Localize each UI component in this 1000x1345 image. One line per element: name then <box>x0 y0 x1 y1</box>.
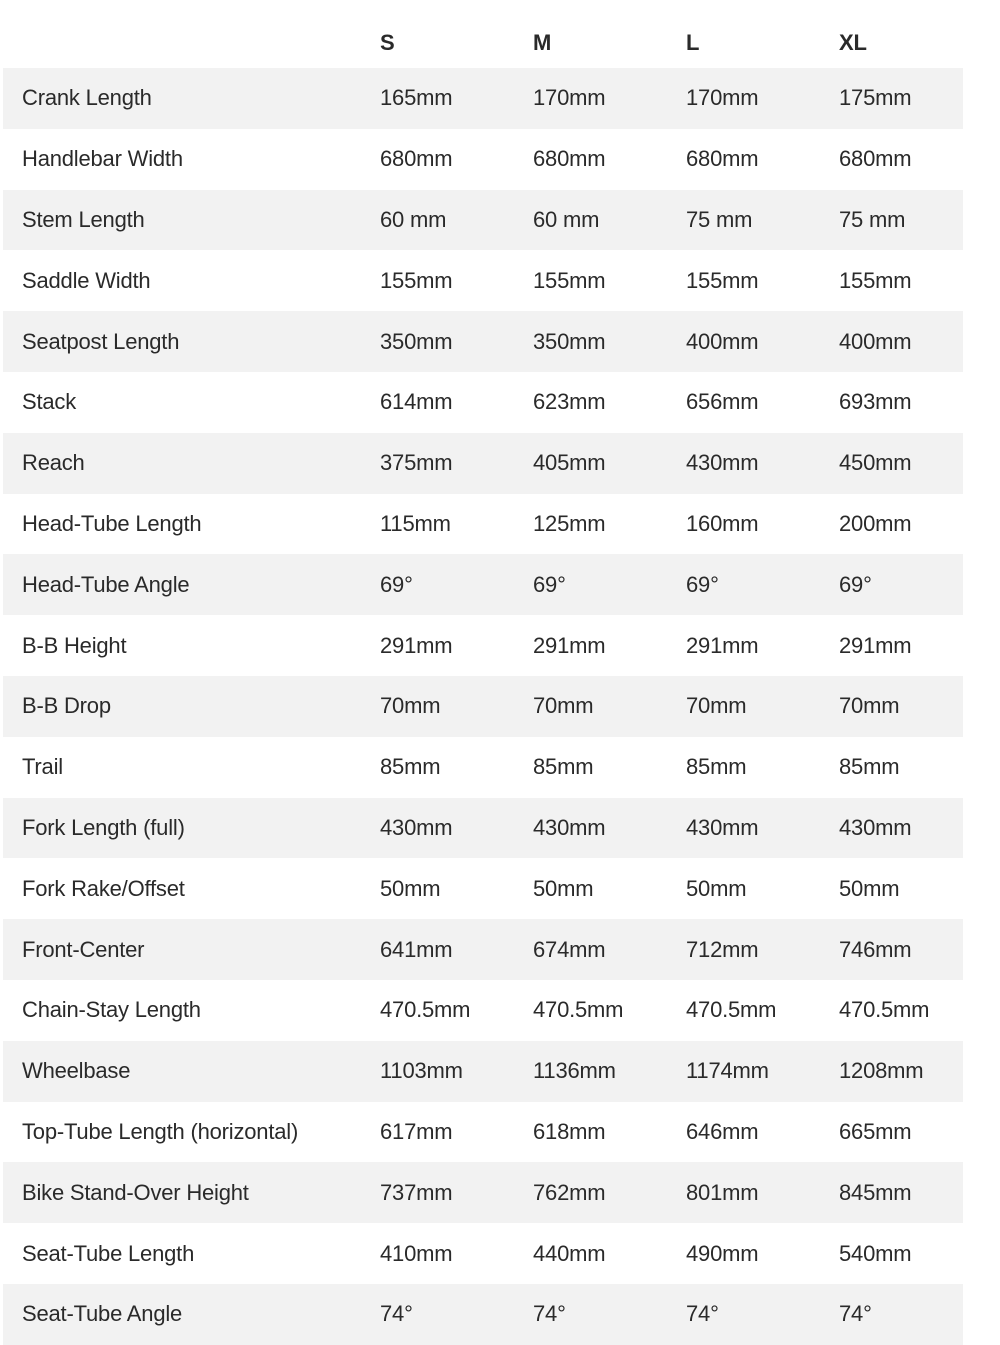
spec-value-s: 85mm <box>380 754 441 780</box>
spec-label: Head-Tube Length <box>22 510 202 536</box>
spec-value-m: 762mm <box>533 1179 606 1205</box>
spec-value-l: 85mm <box>686 754 747 780</box>
spec-value-xl: 291mm <box>839 632 912 658</box>
spec-value-l: 170mm <box>686 85 759 111</box>
spec-value-s: 641mm <box>380 936 453 962</box>
spec-value-l: 74° <box>686 1301 719 1327</box>
spec-value-xl: 1208mm <box>839 1058 924 1084</box>
spec-value-s: 60 mm <box>380 206 447 232</box>
spec-label: Top-Tube Length (horizontal) <box>22 1118 299 1144</box>
spec-row <box>3 1102 963 1163</box>
spec-value-xl: 155mm <box>839 267 912 293</box>
spec-value-l: 291mm <box>686 632 759 658</box>
spec-value-l: 490mm <box>686 1240 759 1266</box>
spec-value-xl: 175mm <box>839 85 912 111</box>
spec-value-m: 674mm <box>533 936 606 962</box>
spec-value-s: 737mm <box>380 1179 453 1205</box>
spec-value-l: 712mm <box>686 936 759 962</box>
spec-value-m: 125mm <box>533 510 606 536</box>
spec-row <box>3 372 963 433</box>
size-column-header-m: M <box>533 30 552 55</box>
spec-label: B-B Height <box>22 632 127 658</box>
spec-value-m: 618mm <box>533 1118 606 1144</box>
spec-row <box>3 858 963 919</box>
bike-geometry-table <box>3 0 963 1345</box>
spec-value-s: 614mm <box>380 389 453 415</box>
spec-value-m: 69° <box>533 571 566 597</box>
spec-value-xl: 50mm <box>839 875 900 901</box>
spec-value-m: 70mm <box>533 693 594 719</box>
spec-row <box>3 1223 963 1284</box>
spec-value-s: 70mm <box>380 693 441 719</box>
spec-value-s: 74° <box>380 1301 413 1327</box>
spec-value-l: 656mm <box>686 389 759 415</box>
spec-value-s: 680mm <box>380 146 453 172</box>
spec-value-s: 69° <box>380 571 413 597</box>
spec-value-s: 350mm <box>380 328 453 354</box>
spec-value-xl: 665mm <box>839 1118 912 1144</box>
spec-value-l: 470.5mm <box>686 997 777 1023</box>
spec-value-m: 155mm <box>533 267 606 293</box>
spec-value-l: 646mm <box>686 1118 759 1144</box>
spec-value-s: 410mm <box>380 1240 453 1266</box>
spec-value-m: 74° <box>533 1301 566 1327</box>
spec-value-s: 50mm <box>380 875 441 901</box>
spec-label: Seatpost Length <box>22 328 180 354</box>
spec-row <box>3 737 963 798</box>
spec-row <box>3 615 963 676</box>
spec-value-l: 70mm <box>686 693 747 719</box>
spec-label: B-B Drop <box>22 693 111 719</box>
spec-value-xl: 845mm <box>839 1179 912 1205</box>
spec-row <box>3 311 963 372</box>
spec-value-m: 430mm <box>533 814 606 840</box>
spec-value-s: 375mm <box>380 450 453 476</box>
spec-value-l: 69° <box>686 571 719 597</box>
spec-value-l: 155mm <box>686 267 759 293</box>
spec-row <box>3 980 963 1041</box>
spec-label: Seat-Tube Length <box>22 1240 195 1266</box>
spec-value-l: 430mm <box>686 450 759 476</box>
spec-value-m: 350mm <box>533 328 606 354</box>
spec-rows <box>3 68 963 1345</box>
spec-label: Front-Center <box>22 936 145 962</box>
spec-row <box>3 1284 963 1345</box>
spec-value-xl: 430mm <box>839 814 912 840</box>
spec-row <box>3 554 963 615</box>
spec-value-m: 60 mm <box>533 206 600 232</box>
spec-value-s: 115mm <box>380 510 451 536</box>
spec-row <box>3 250 963 311</box>
spec-value-s: 291mm <box>380 632 453 658</box>
spec-row <box>3 1162 963 1223</box>
spec-value-m: 680mm <box>533 146 606 172</box>
spec-value-l: 50mm <box>686 875 747 901</box>
spec-value-m: 1136mm <box>533 1058 616 1084</box>
spec-value-s: 155mm <box>380 267 453 293</box>
spec-value-l: 75 mm <box>686 206 753 232</box>
spec-value-xl: 693mm <box>839 389 912 415</box>
spec-value-xl: 69° <box>839 571 872 597</box>
spec-value-s: 617mm <box>380 1118 453 1144</box>
spec-row <box>3 798 963 859</box>
spec-value-m: 85mm <box>533 754 594 780</box>
spec-value-m: 405mm <box>533 450 606 476</box>
spec-value-m: 623mm <box>533 389 606 415</box>
spec-value-s: 470.5mm <box>380 997 471 1023</box>
spec-value-xl: 450mm <box>839 450 912 476</box>
spec-value-m: 170mm <box>533 85 606 111</box>
spec-row <box>3 433 963 494</box>
spec-label: Seat-Tube Angle <box>22 1301 183 1327</box>
size-header-row <box>3 0 963 68</box>
spec-value-l: 400mm <box>686 328 759 354</box>
spec-value-xl: 470.5mm <box>839 997 930 1023</box>
spec-value-l: 160mm <box>686 510 759 536</box>
spec-label: Handlebar Width <box>22 146 183 172</box>
spec-value-xl: 70mm <box>839 693 900 719</box>
spec-value-xl: 75 mm <box>839 206 906 232</box>
spec-label: Bike Stand-Over Height <box>22 1179 249 1205</box>
spec-label: Saddle Width <box>22 267 151 293</box>
size-column-header-s: S <box>380 30 395 55</box>
spec-value-s: 1103mm <box>380 1058 463 1084</box>
spec-value-xl: 200mm <box>839 510 912 536</box>
size-column-header-xl: XL <box>839 30 867 55</box>
spec-value-l: 1174mm <box>686 1058 769 1084</box>
spec-row <box>3 1041 963 1102</box>
spec-label: Stack <box>22 389 77 415</box>
spec-value-m: 470.5mm <box>533 997 624 1023</box>
spec-row <box>3 129 963 190</box>
spec-label: Chain-Stay Length <box>22 997 201 1023</box>
spec-value-s: 430mm <box>380 814 453 840</box>
spec-value-m: 50mm <box>533 875 594 901</box>
spec-row <box>3 190 963 251</box>
spec-value-xl: 85mm <box>839 754 900 780</box>
spec-label: Fork Length (full) <box>22 814 185 840</box>
spec-value-s: 165mm <box>380 85 453 111</box>
spec-value-xl: 400mm <box>839 328 912 354</box>
spec-value-xl: 74° <box>839 1301 872 1327</box>
spec-value-m: 291mm <box>533 632 606 658</box>
spec-label: Stem Length <box>22 206 145 232</box>
size-column-header-l: L <box>686 30 700 55</box>
spec-row <box>3 494 963 555</box>
spec-label: Fork Rake/Offset <box>22 875 185 901</box>
spec-value-xl: 540mm <box>839 1240 912 1266</box>
spec-value-xl: 680mm <box>839 146 912 172</box>
spec-label: Crank Length <box>22 85 152 111</box>
spec-row <box>3 919 963 980</box>
spec-value-l: 680mm <box>686 146 759 172</box>
spec-value-l: 801mm <box>686 1179 759 1205</box>
spec-value-m: 440mm <box>533 1240 606 1266</box>
spec-value-xl: 746mm <box>839 936 912 962</box>
spec-value-l: 430mm <box>686 814 759 840</box>
spec-row <box>3 68 963 129</box>
spec-label: Head-Tube Angle <box>22 571 190 597</box>
spec-row <box>3 676 963 737</box>
spec-label: Wheelbase <box>22 1058 131 1084</box>
spec-label: Trail <box>22 754 63 780</box>
spec-label: Reach <box>22 450 85 476</box>
